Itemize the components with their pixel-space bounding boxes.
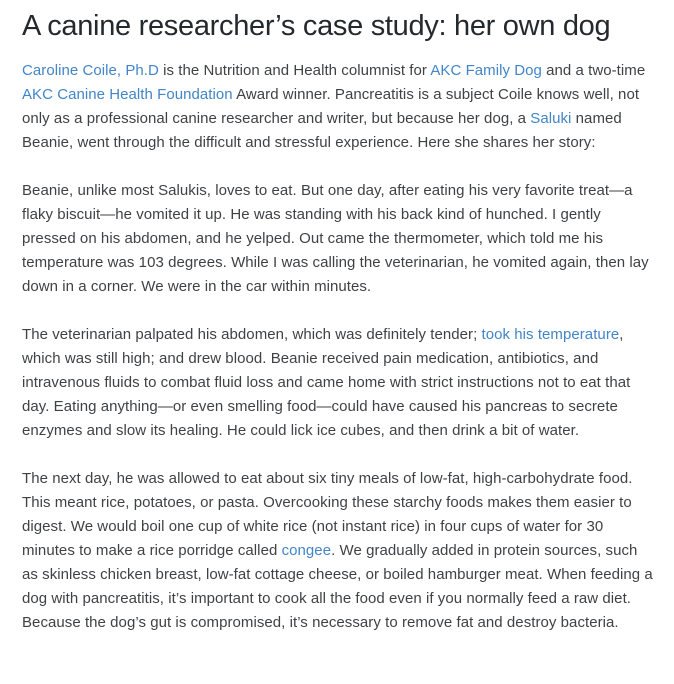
paragraph-intro	[22, 59, 653, 155]
text-segment: and a two-time	[541, 62, 646, 79]
saluki-link[interactable]: Saluki	[530, 110, 572, 127]
took-his-temperature-link[interactable]: took his temperature	[481, 326, 620, 343]
congee-link[interactable]: congee	[281, 542, 332, 559]
text-segment: , which was still high; and drew blood. Beanie received pain medication, antibiotics, and intravenous fluids to combat fluid loss and came home with strict instructions not to eat that day. Eating anything—or even smelling food—could have caused his pancreas to secrete enzymes and slow its healing. He could lick ice cubes, and then drink a bit of water.	[22, 326, 631, 439]
akc-family-dog-link[interactable]: AKC Family Dog	[430, 62, 542, 79]
text-segment: Award winner. Pancreatitis is a subject Coile knows well, not only as a professional canine researcher and writer, but because her dog, a	[22, 86, 640, 127]
text-segment: is the Nutrition and Health columnist for	[158, 62, 431, 79]
text-segment: Beanie, unlike most Salukis, loves to eat. But one day, after eating his very favorite treat—a flaky biscuit—he vomited it up. He was standing with his back kind of hunched. I gently pressed on his abdomen, and he yelped. Out came the thermometer, which told me his temperature was 103 degrees. While I was calling the veterinarian, he vomited again, then lay down in a corner. We were in the car within minutes.	[22, 182, 649, 295]
text-segment: The veterinarian palpated his abdomen, which was definitely tender;	[22, 326, 482, 343]
paragraph-symptoms	[22, 179, 653, 299]
text-segment: named Beanie, went through the difficult and stressful experience. Here she shares her story:	[22, 110, 622, 151]
caroline-coile-link[interactable]: Caroline Coile, Ph.D	[22, 62, 159, 79]
paragraph-veterinarian-visit	[22, 323, 653, 443]
akc-canine-health-foundation-link[interactable]: AKC Canine Health Foundation	[22, 86, 233, 103]
text-segment: The next day, he was allowed to eat about six tiny meals of low-fat, high-carbohydrate food. This meant rice, potatoes, or pasta. Overcooking these starchy foods makes them easier to digest. We would boil one cup of white rice (not instant rice) in four cups of water for 30 minutes to make a rice porridge called	[22, 470, 633, 559]
paragraph-recovery-diet	[22, 467, 653, 635]
text-segment: . We gradually added in protein sources, such as skinless chicken breast, low-fat cottage cheese, or boiled hamburger meat. When feeding a dog with pancreatitis, it’s important to cook all the food even if you normally feed a raw diet. Because the dog’s gut is compromised, it’s necessary to remove fat and destroy bacteria.	[22, 542, 653, 631]
article-body	[22, 59, 653, 635]
page-title: A canine researcher’s case study: her own dog	[22, 10, 611, 42]
